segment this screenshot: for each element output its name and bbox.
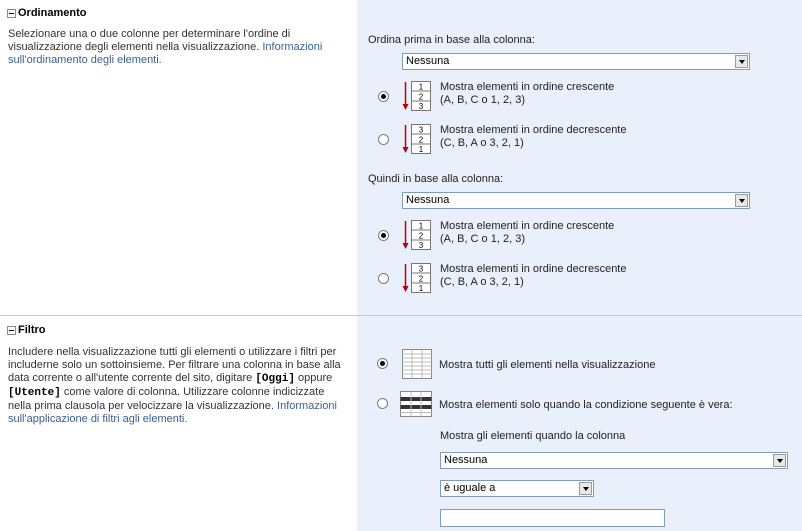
first-sort-asc-option <box>440 81 614 107</box>
filter-section-header[interactable] <box>7 324 46 336</box>
dropdown-arrow-icon[interactable] <box>735 55 748 68</box>
filter-column-label: Mostra gli elementi quando la colonna <box>440 430 626 442</box>
asc-sub: (A, B, C o 1, 2, 3) <box>440 233 525 245</box>
sort-section-title: Ordinamento <box>18 7 87 19</box>
filter-description <box>8 346 348 426</box>
filter-column-value: Nessuna <box>444 454 488 466</box>
svg-text:3: 3 <box>418 241 424 250</box>
svg-text:1: 1 <box>418 145 424 154</box>
list-view-icon <box>401 348 433 380</box>
then-sort-asc-option <box>440 220 614 246</box>
first-sort-desc-radio[interactable] <box>378 134 389 145</box>
filter-desc-part2: oppure <box>294 372 333 384</box>
filter-column-select[interactable] <box>440 452 788 469</box>
filter-value-input[interactable] <box>440 509 665 527</box>
asc-label: Mostra elementi in ordine crescente <box>440 81 615 93</box>
first-sort-column-select[interactable] <box>402 53 750 70</box>
today-token: [Oggi] <box>255 373 295 385</box>
then-sort-column-value: Nessuna <box>406 194 450 206</box>
svg-text:1: 1 <box>418 221 424 231</box>
filter-operator-select[interactable] <box>440 480 594 497</box>
filter-show-all-radio[interactable] <box>377 358 388 369</box>
desc-sub: (C, B, A o 3, 2, 1) <box>440 276 524 288</box>
filter-operator-value: è uguale a <box>444 482 496 494</box>
asc-label: Mostra elementi in ordine crescente <box>440 220 615 232</box>
svg-text:2: 2 <box>418 92 424 102</box>
first-sort-column-value: Nessuna <box>406 55 450 67</box>
sort-description <box>8 28 348 67</box>
filter-grid-icon <box>399 388 433 420</box>
filter-desc-part3: come valore di colonna. Utilizzare colonne indicizzate nella prima clausola per velocizzare la visualizzazione. <box>8 386 325 412</box>
sort-descending-icon <box>400 262 432 294</box>
sort-ascending-icon <box>400 219 432 251</box>
sort-ascending-icon <box>400 80 432 112</box>
sort-help-link[interactable]: Informazioni sull'ordinamento degli elementi. <box>8 41 323 66</box>
desc-label: Mostra elementi in ordine decrescente <box>440 124 627 136</box>
dropdown-arrow-icon[interactable] <box>773 454 786 467</box>
svg-text:2: 2 <box>418 231 424 241</box>
filter-desc-part1: Includere nella visualizzazione tutti gli elementi o utilizzare i filtri per includerne solo un sottoinsieme. Per filtrare una colonna in base alla data corrente o all'utente corrente del sito, digitare <box>8 346 341 384</box>
then-sort-desc-option <box>440 263 626 289</box>
first-sort-asc-radio[interactable] <box>378 91 389 102</box>
first-sort-desc-option <box>440 124 626 150</box>
sort-section-header[interactable] <box>7 7 86 19</box>
svg-text:2: 2 <box>418 135 424 145</box>
then-sort-desc-radio[interactable] <box>378 273 389 284</box>
collapse-icon[interactable] <box>7 9 16 18</box>
first-sort-label: Ordina prima in base alla colonna: <box>368 34 535 46</box>
svg-text:3: 3 <box>418 125 424 135</box>
section-divider <box>0 315 802 316</box>
desc-sub: (C, B, A o 3, 2, 1) <box>440 137 524 149</box>
show-condition-label: Mostra elementi solo quando la condizione seguente è vera: <box>439 399 733 411</box>
svg-text:2: 2 <box>418 274 424 284</box>
filter-section-title: Filtro <box>18 324 46 336</box>
svg-text:3: 3 <box>418 264 424 274</box>
then-sort-label: Quindi in base alla colonna: <box>368 173 504 185</box>
sort-description-text: Selezionare una o due colonne per determinare l'ordine di visualizzazione degli elementi nella visualizzazione. <box>8 28 291 53</box>
svg-text:1: 1 <box>418 82 424 92</box>
sort-descending-icon <box>400 123 432 155</box>
then-sort-column-select[interactable] <box>402 192 750 209</box>
filter-help-link[interactable]: Informazioni sull'applicazione di filtri agli elementi. <box>8 400 337 425</box>
filter-condition-radio[interactable] <box>377 398 388 409</box>
svg-text:3: 3 <box>418 102 424 111</box>
user-token: [Utente] <box>8 387 61 399</box>
svg-text:1: 1 <box>418 284 424 293</box>
collapse-icon[interactable] <box>7 326 16 335</box>
desc-label: Mostra elementi in ordine decrescente <box>440 263 627 275</box>
dropdown-arrow-icon[interactable] <box>579 482 592 495</box>
then-sort-asc-radio[interactable] <box>378 230 389 241</box>
show-all-label: Mostra tutti gli elementi nella visualizzazione <box>439 359 656 371</box>
asc-sub: (A, B, C o 1, 2, 3) <box>440 94 525 106</box>
dropdown-arrow-icon[interactable] <box>735 194 748 207</box>
